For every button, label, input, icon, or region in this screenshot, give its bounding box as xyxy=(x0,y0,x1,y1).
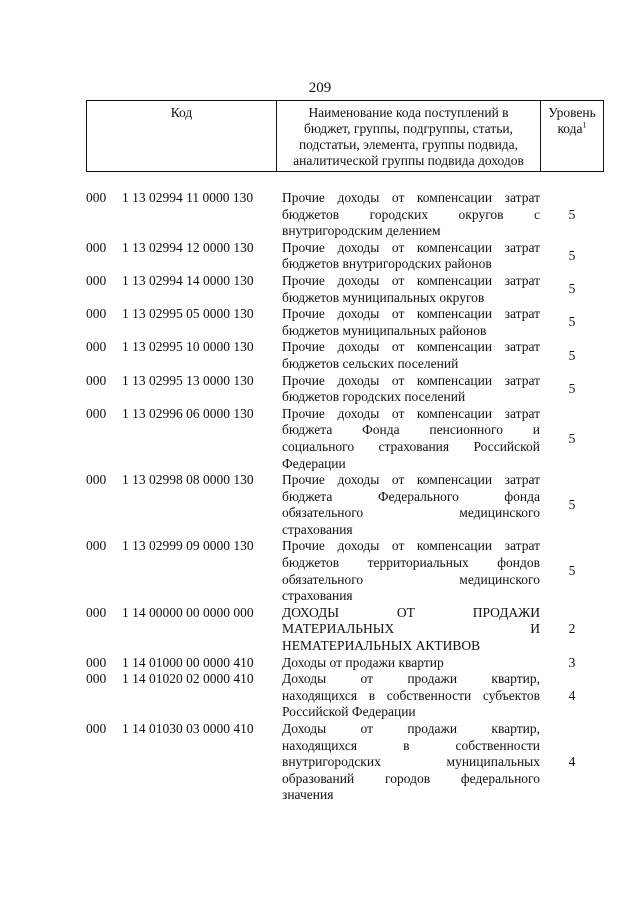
row-prefix: 000 xyxy=(86,306,107,322)
row-code: 1 13 02998 08 0000 130 xyxy=(122,472,254,488)
row-code: 1 13 02995 10 0000 130 xyxy=(122,339,254,355)
row-name-line: Прочие доходы от компенсации затрат xyxy=(282,306,540,322)
row-level: 5 xyxy=(568,248,576,264)
row-name-line: Прочие доходы от компенсации затрат xyxy=(282,538,540,554)
row-prefix: 000 xyxy=(86,239,107,255)
row-code: 1 14 01020 02 0000 410 xyxy=(122,671,254,687)
table-row xyxy=(86,190,604,240)
row-code: 1 14 01000 00 0000 410 xyxy=(122,654,254,670)
row-name xyxy=(282,406,540,472)
row-prefix: 000 xyxy=(86,339,107,355)
row-level: 5 xyxy=(568,347,576,363)
row-level: 5 xyxy=(568,496,576,512)
row-prefix: 000 xyxy=(86,538,107,554)
row-prefix: 000 xyxy=(86,190,107,205)
row-name-line: Прочие доходы от компенсации затрат xyxy=(282,405,540,421)
table-row xyxy=(86,721,604,804)
row-name xyxy=(282,472,540,538)
row-code: 1 14 01030 03 0000 410 xyxy=(122,721,254,736)
row-name-line: бюджетов городских поселений xyxy=(282,389,466,405)
row-name xyxy=(282,721,540,804)
row-prefix: 000 xyxy=(86,721,107,736)
row-name-line: бюджетов городских округов с xyxy=(282,206,540,222)
row-name-line: Прочие доходы от компенсации затрат xyxy=(282,272,540,288)
row-name-line: страхования xyxy=(282,588,353,604)
row-name-line: Прочие доходы от компенсации затрат xyxy=(282,472,540,488)
row-name-line: внутригородских муниципальных xyxy=(282,754,540,770)
row-name-line: НЕМАТЕРИАЛЬНЫХ АКТИВОВ xyxy=(282,638,481,654)
table-body xyxy=(86,190,604,804)
row-name-line: внутригородским делением xyxy=(282,223,441,239)
row-name-line: Российской Федерации xyxy=(282,704,416,720)
table-row xyxy=(86,655,604,672)
row-level: 5 xyxy=(568,430,576,446)
page-number: 209 xyxy=(308,80,332,96)
table-row xyxy=(86,472,604,538)
row-code: 1 13 02994 12 0000 130 xyxy=(122,239,254,255)
table-row xyxy=(86,538,604,604)
row-level: 5 xyxy=(568,314,576,330)
row-level: 5 xyxy=(568,380,576,396)
row-name xyxy=(282,306,540,339)
row-level: 5 xyxy=(568,206,576,222)
row-name xyxy=(282,671,540,721)
row-name-line: Прочие доходы от компенсации затрат xyxy=(282,239,540,255)
header-level-footnote: 1 xyxy=(582,120,587,130)
row-name-line: находящихся в собственности субъектов xyxy=(282,687,540,703)
table-row xyxy=(86,671,604,721)
row-name-line: страхования xyxy=(282,521,353,537)
row-code: 1 13 02994 11 0000 130 xyxy=(122,190,254,205)
row-code: 1 14 00000 00 0000 000 xyxy=(122,604,254,620)
row-prefix: 000 xyxy=(86,472,107,488)
row-name-line: Доходы от продажи квартир xyxy=(282,654,444,670)
row-name xyxy=(282,373,540,406)
header-level-line2 xyxy=(541,121,603,137)
header-name-line: Наименование кода поступлений в xyxy=(308,105,509,120)
row-level: 5 xyxy=(568,563,576,579)
row-prefix: 000 xyxy=(86,654,107,670)
header-level xyxy=(541,101,603,171)
row-code: 1 13 02995 13 0000 130 xyxy=(122,372,254,388)
table-row xyxy=(86,373,604,406)
row-name xyxy=(282,538,540,604)
header-level-text: кода xyxy=(557,121,583,136)
row-name-line: бюджетов территориальных фондов xyxy=(282,555,540,571)
row-level: 4 xyxy=(568,687,576,703)
row-level: 5 xyxy=(568,281,576,297)
row-name xyxy=(282,339,540,372)
row-code: 1 13 02995 05 0000 130 xyxy=(122,306,254,322)
row-name xyxy=(282,273,540,306)
table-header xyxy=(86,100,604,172)
row-prefix: 000 xyxy=(86,372,107,388)
row-prefix: 000 xyxy=(86,671,107,687)
row-prefix: 000 xyxy=(86,604,107,620)
row-level: 4 xyxy=(568,754,576,770)
header-name-line: бюджет, группы, подгруппы, статьи, xyxy=(304,121,513,136)
row-name-line: бюджета Федерального фонда xyxy=(282,488,540,504)
table-row xyxy=(86,406,604,472)
row-name-line: Прочие доходы от компенсации затрат xyxy=(282,372,540,388)
table-row xyxy=(86,605,604,655)
row-name-line: МАТЕРИАЛЬНЫХ И xyxy=(282,621,540,637)
row-name-line: бюджетов внутригородских районов xyxy=(282,256,492,272)
header-code: Код xyxy=(87,101,277,171)
row-name xyxy=(282,605,540,655)
table-row xyxy=(86,273,604,306)
table-row xyxy=(86,339,604,372)
header-name xyxy=(277,101,541,171)
header-name-line: подстатьи, элемента, группы подвида, xyxy=(298,137,519,152)
row-name-line: обязательного медицинского xyxy=(282,571,540,587)
row-name-line: бюджета Фонда пенсионного и xyxy=(282,422,540,438)
row-name-line: Прочие доходы от компенсации затрат xyxy=(282,190,540,205)
row-name-line: находящихся в собственности xyxy=(282,737,540,753)
row-name-line: обязательного медицинского xyxy=(282,505,540,521)
row-name xyxy=(282,655,540,672)
row-name-line: бюджетов сельских поселений xyxy=(282,355,459,371)
row-code: 1 13 02996 06 0000 130 xyxy=(122,405,254,421)
header-name-line: аналитической группы подвида доходов xyxy=(293,153,524,168)
row-name-line: социального страхования Российской xyxy=(282,438,540,454)
row-name-line: образований городов федерального xyxy=(282,770,540,786)
row-name-line: Федерации xyxy=(282,455,346,471)
row-level: 2 xyxy=(568,621,576,637)
header-level-line1: Уровень xyxy=(548,105,596,120)
row-name-line: Доходы от продажи квартир, xyxy=(282,721,540,736)
row-name-line: значения xyxy=(282,787,334,803)
row-level: 3 xyxy=(568,654,576,670)
row-prefix: 000 xyxy=(86,405,107,421)
row-name xyxy=(282,190,540,240)
row-name-line: Доходы от продажи квартир, xyxy=(282,671,540,687)
row-name-line: Прочие доходы от компенсации затрат xyxy=(282,339,540,355)
row-code: 1 13 02994 14 0000 130 xyxy=(122,272,254,288)
row-code: 1 13 02999 09 0000 130 xyxy=(122,538,254,554)
table-row xyxy=(86,240,604,273)
row-name-line: бюджетов муниципальных районов xyxy=(282,322,487,338)
row-prefix: 000 xyxy=(86,272,107,288)
table-row xyxy=(86,306,604,339)
row-name-line: ДОХОДЫ ОТ ПРОДАЖИ xyxy=(282,604,540,620)
row-name xyxy=(282,240,540,273)
row-name-line: бюджетов муниципальных округов xyxy=(282,289,485,305)
